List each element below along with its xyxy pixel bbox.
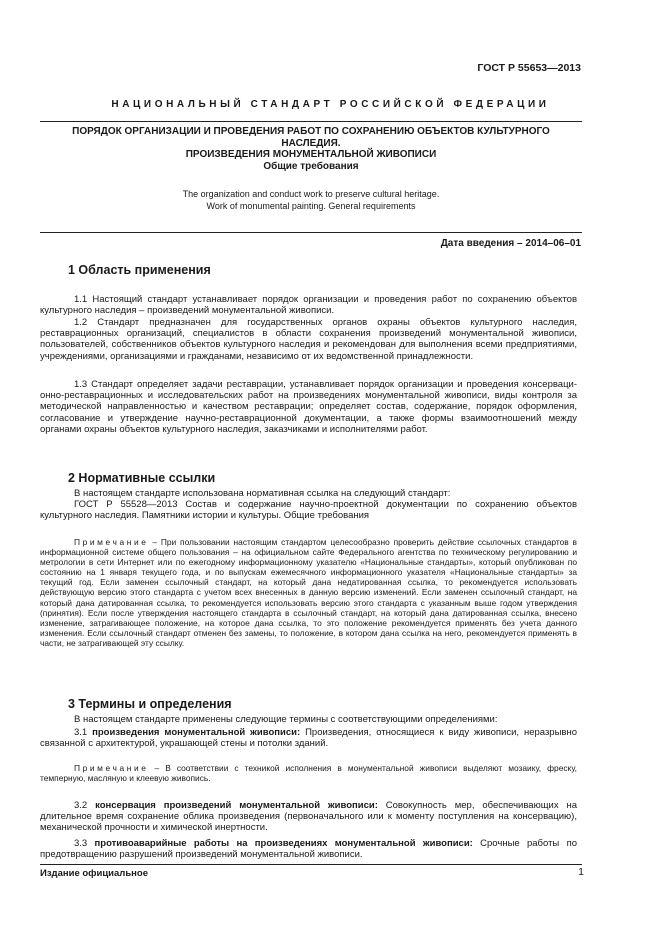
- term-3-3: [40, 838, 577, 860]
- term-definition: Произведения, относящиеся к виду живописи, неразрывно связанной с архитектурой, украшающей стены и потолки зданий.: [40, 727, 577, 750]
- national-standard-heading: НАЦИОНАЛЬНЫЙ СТАНДАРТ РОССИЙСКОЙ ФЕДЕРАЦИИ: [111, 99, 550, 110]
- term-name: произведения монументальной живописи:: [92, 727, 301, 738]
- paragraph-1-3: 1.3 Стандарт определяет задачи реставрации, устанавливает порядок организации и проведения консервационно-реставрационных и исследовательских работ на произведениях монументальной живописи, виды контроля за методической направленностью и качеством реставрации; определяет состав, содержание, порядок оформления, согласование и утверждение научно-реставрационной документации, а также формы взаимоотношений между органами охраны объектов культурного наследия, заказчиками и исполнителями работ.: [40, 379, 577, 435]
- section-2-heading: 2 Нормативные ссылки: [68, 471, 216, 485]
- official-edition-label: Издание официальное: [40, 868, 148, 879]
- document-title: [40, 126, 582, 172]
- section-2-note: [40, 537, 577, 648]
- term-name: противоаварийные работы на произведениях монументальной живописи:: [94, 838, 473, 849]
- note-text: – В соответствии с техникой исполнения в монументальной живописи выделяют мозаику, фреску, темперную, масляную и клеевую живопись.: [40, 763, 577, 784]
- term-number: 3.3: [74, 838, 95, 849]
- term-3-1: [40, 727, 577, 749]
- term-3-2: [40, 800, 577, 834]
- note-label: Примечание: [74, 537, 149, 547]
- paragraph-1-2: 1.2 Стандарт предназначен для государственных органов охраны объектов культурного наследия, реставрационных организаций, специалистов в области сохранения произведений монументальной живописи, пользователей, собственников объектов культурного наследия и рекомендован для выполнения всеми предприятиями, учреждениями, организациями и гражданами, независимо от их ведомственной принадлежности.: [40, 317, 577, 362]
- section-3-heading: 3 Термины и определения: [68, 697, 232, 711]
- standard-code: ГОСТ Р 55653—2013: [477, 62, 581, 74]
- paragraph-2-intro: В настоящем стандарте использована нормативная ссылка на следующий стандарт:: [74, 488, 451, 499]
- note-text: – При пользовании настоящим стандартом целесообразно проверить действие ссылочных стандартов в информационной системе общего пользования – на официальном сайте Федерального агентства по техническому регулированию и метрологии в сети Интернет или по ежегодному информационному указателю «Национальные стандарты», который опубликован по состоянию на 1 января текущего года, и по выпускам ежемесячного информационного указателя «Национальные стандарты» за текущий год. Если заменен ссылочный стандарт, на который дана недатированная ссылка, то рекомендуется использовать действующую версию этого стандарта с учетом всех внесенных в данную версию изменений. Если заменен ссылочный стандарт, на который дана датированная ссылка, то рекомендуется использовать версию этого стандарта с указанным выше годом утверждения (принятия). Если после утверждения настоящего стандарта в ссылочный стандарт, на который дана датированная ссылка, внесено изменение, затрагивающее положение, на которое дана ссылка, то это положение рекомендуется применять без учета данного изменения. Если ссылочный стандарт отменен без замены, то положение, в котором дана ссылка на него, рекомендуется применять в части, не затрагивающей эту ссылку.: [40, 537, 577, 648]
- term-name: консервация произведений монументальной живописи:: [95, 800, 378, 811]
- paragraph-1-1: 1.1 Настоящий стандарт устанавливает порядок организации и проведения работ по сохранению объектов культурного наследия – произведений монументальной живописи.: [40, 294, 577, 317]
- english-title-line-1: The organization and conduct work to preserve cultural heritage.: [182, 189, 440, 199]
- english-title-line-2: Work of monumental painting. General requirements: [206, 200, 416, 211]
- footer-rule: [40, 864, 582, 865]
- term-number: 3.1: [74, 727, 93, 738]
- title-line-4: Общие требования: [263, 160, 359, 172]
- section-1-heading: 1 Область применения: [68, 263, 211, 277]
- title-line-1: ПОРЯДОК ОРГАНИЗАЦИИ И ПРОВЕДЕНИЯ РАБОТ ПО СОХРАНЕНИЮ ОБЪЕКТОВ КУЛЬТУРНОГО: [72, 126, 550, 137]
- term-number: 3.2: [74, 800, 96, 811]
- note-label: Примечание: [74, 763, 149, 773]
- title-line-2: НАСЛЕДИЯ.: [281, 137, 341, 149]
- section-3-note: [40, 763, 577, 783]
- top-rule: [40, 121, 582, 122]
- paragraph-2-reference: ГОСТ Р 55528—2013 Состав и содержание научно-проектной документации по сохранению объектов культурного наследия. Памятники истории и культуры. Общие требования: [40, 499, 577, 522]
- term-definition: Срочные работы по предотвращению разрушений произведений монументальной живописи.: [40, 838, 577, 861]
- title-line-3: ПРОИЗВЕДЕНИЯ МОНУМЕНТАЛЬНОЙ ЖИВОПИСИ: [185, 149, 437, 160]
- introduction-date: Дата введения – 2014–06–01: [440, 238, 581, 249]
- page-number: 1: [578, 866, 584, 878]
- paragraph-3-intro: В настоящем стандарте применены следующие термины с соответствующими определениями:: [74, 714, 498, 725]
- middle-rule: [40, 232, 582, 233]
- term-definition: Совокупность мер, обеспечивающих на длительное время сохранение облика произведения (первоначального или к моменту поступления на консервацию), механической прочности и химической инертности.: [40, 800, 577, 834]
- english-title: [40, 189, 582, 212]
